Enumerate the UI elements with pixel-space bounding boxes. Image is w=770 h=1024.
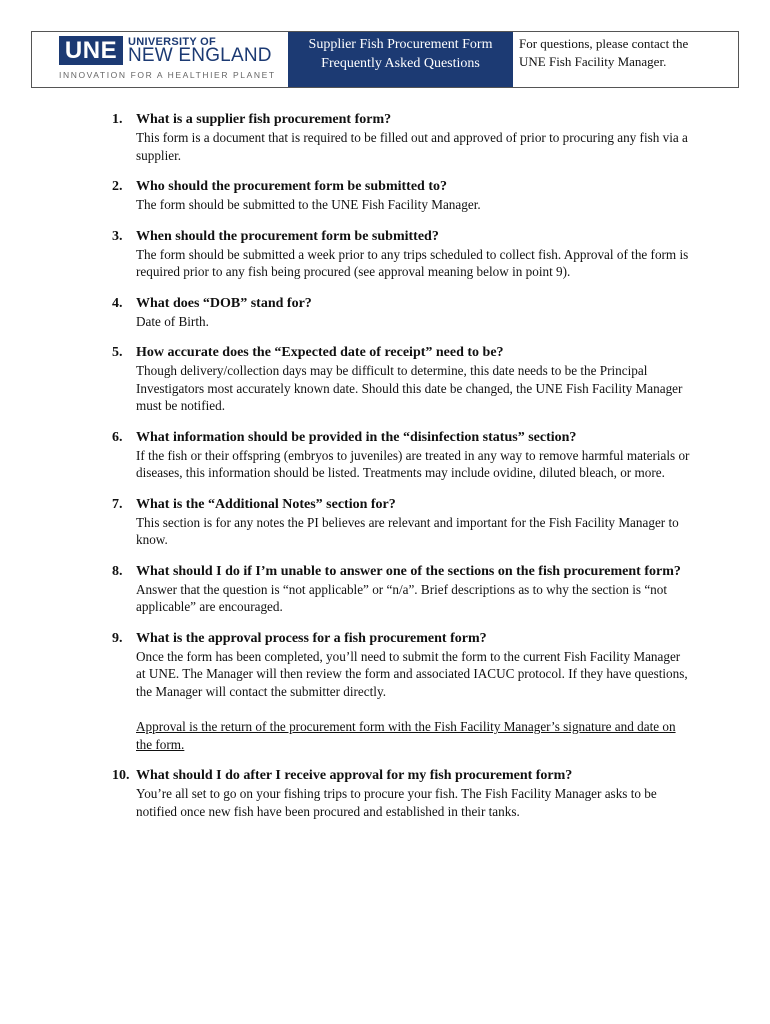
- faq-question: How accurate does the “Expected date of receipt” need to be?: [136, 345, 504, 360]
- form-title: Supplier Fish Procurement Form: [308, 37, 493, 52]
- contact-line-1: For questions, please contact the: [519, 36, 689, 51]
- faq-number: 5.: [112, 345, 123, 360]
- faq-number: 2.: [112, 179, 123, 194]
- faq-question: What is the approval process for a fish procurement form?: [136, 630, 487, 646]
- faq-answer: This section is for any notes the PI believes are relevant and important for the Fish Facility Manager to know.: [136, 514, 679, 547]
- faq-item: [112, 111, 692, 164]
- faq-question: What should I do if I’m unable to answer one of the sections on the fish procurement form?: [136, 563, 681, 579]
- logo-new-england: NEW ENGLAND: [128, 45, 272, 66]
- faq-number: 7.: [112, 496, 123, 512]
- contact-line-2: UNE Fish Facility Manager.: [519, 54, 667, 69]
- faq-answer: The form should be submitted to the UNE Fish Facility Manager.: [136, 197, 481, 212]
- logo-tagline: INNOVATION FOR A HEALTHIER PLANET: [59, 70, 276, 80]
- faq-question: What is the “Additional Notes” section for?: [136, 496, 396, 512]
- faq-question: When should the procurement form be submitted?: [136, 228, 439, 244]
- faq-question: Who should the procurement form be submitted to?: [136, 179, 447, 194]
- faq-number: 4.: [112, 295, 123, 311]
- faq-item: [112, 429, 692, 482]
- faq-number: 6.: [112, 429, 123, 445]
- faq-number: 1.: [112, 112, 123, 127]
- faq-list: [112, 111, 692, 834]
- faq-item: [112, 767, 692, 820]
- logo-une-mark: UNE: [59, 36, 123, 65]
- faq-answer: This form is a document that is required to be filled out and approved of prior to procuring any fish via a supplier.: [136, 130, 688, 163]
- faq-question: What should I do after I receive approval for my fish procurement form?: [136, 768, 573, 783]
- faq-answer: The form should be submitted a week prior to any trips scheduled to collect fish. Approval of the form is required prior to any fish being procured (see approval meaning below in point 9).: [136, 246, 689, 279]
- faq-answer: Answer that the question is “not applicable” or “n/a”. Brief descriptions as to why the section is “not applicable” are encouraged.: [136, 581, 668, 614]
- contact-info-cell: [513, 32, 738, 87]
- faq-answer: Though delivery/collection days may be difficult to determine, this date needs to be the Principal Investigators most accurately known date. Should this date be changed, the UNE Fish Facility Manager must be notified.: [136, 363, 683, 413]
- header-table: [31, 31, 739, 88]
- faq-question: What does “DOB” stand for?: [136, 295, 312, 311]
- faq-number: 10.: [112, 768, 130, 783]
- faq-number: 9.: [112, 630, 123, 646]
- faq-answer: If the fish or their offspring (embryos to juveniles) are treated in any way to remove harmful materials or diseases, this information should be listed. Treatments may include ovidine, diluted bleach, or more.: [136, 447, 690, 480]
- faq-number: 8.: [112, 563, 123, 579]
- faq-item: [112, 178, 692, 214]
- faq-item: [112, 344, 692, 415]
- form-subtitle: Frequently Asked Questions: [321, 56, 480, 71]
- faq-question: What information should be provided in the “disinfection status” section?: [136, 429, 577, 445]
- faq-item: [112, 496, 692, 549]
- faq-number: 3.: [112, 228, 123, 244]
- faq-item: [112, 630, 692, 754]
- faq-approval-note: Approval is the return of the procurement form with the Fish Facility Manager’s signature and date on the form.: [136, 719, 676, 752]
- faq-answer: Date of Birth.: [136, 313, 209, 329]
- faq-item: [112, 563, 692, 616]
- faq-question: What is a supplier fish procurement form?: [136, 112, 392, 127]
- une-logo: [32, 32, 288, 87]
- faq-item: [112, 228, 692, 281]
- logo-university-of: UNIVERSITY OF: [128, 36, 217, 48]
- faq-item: [112, 295, 692, 331]
- form-title-cell: [288, 32, 513, 87]
- faq-answer: Once the form has been completed, you’ll need to submit the form to the current Fish Facility Manager at UNE. The Manager will then review the form and associated IACUC protocol. If they have questions, the Manager will contact the submitter directly.: [136, 648, 688, 699]
- faq-answer: You’re all set to go on your fishing trips to procure your fish. The Fish Facility Manager asks to be notified once new fish have been procured and established in their tanks.: [136, 786, 657, 819]
